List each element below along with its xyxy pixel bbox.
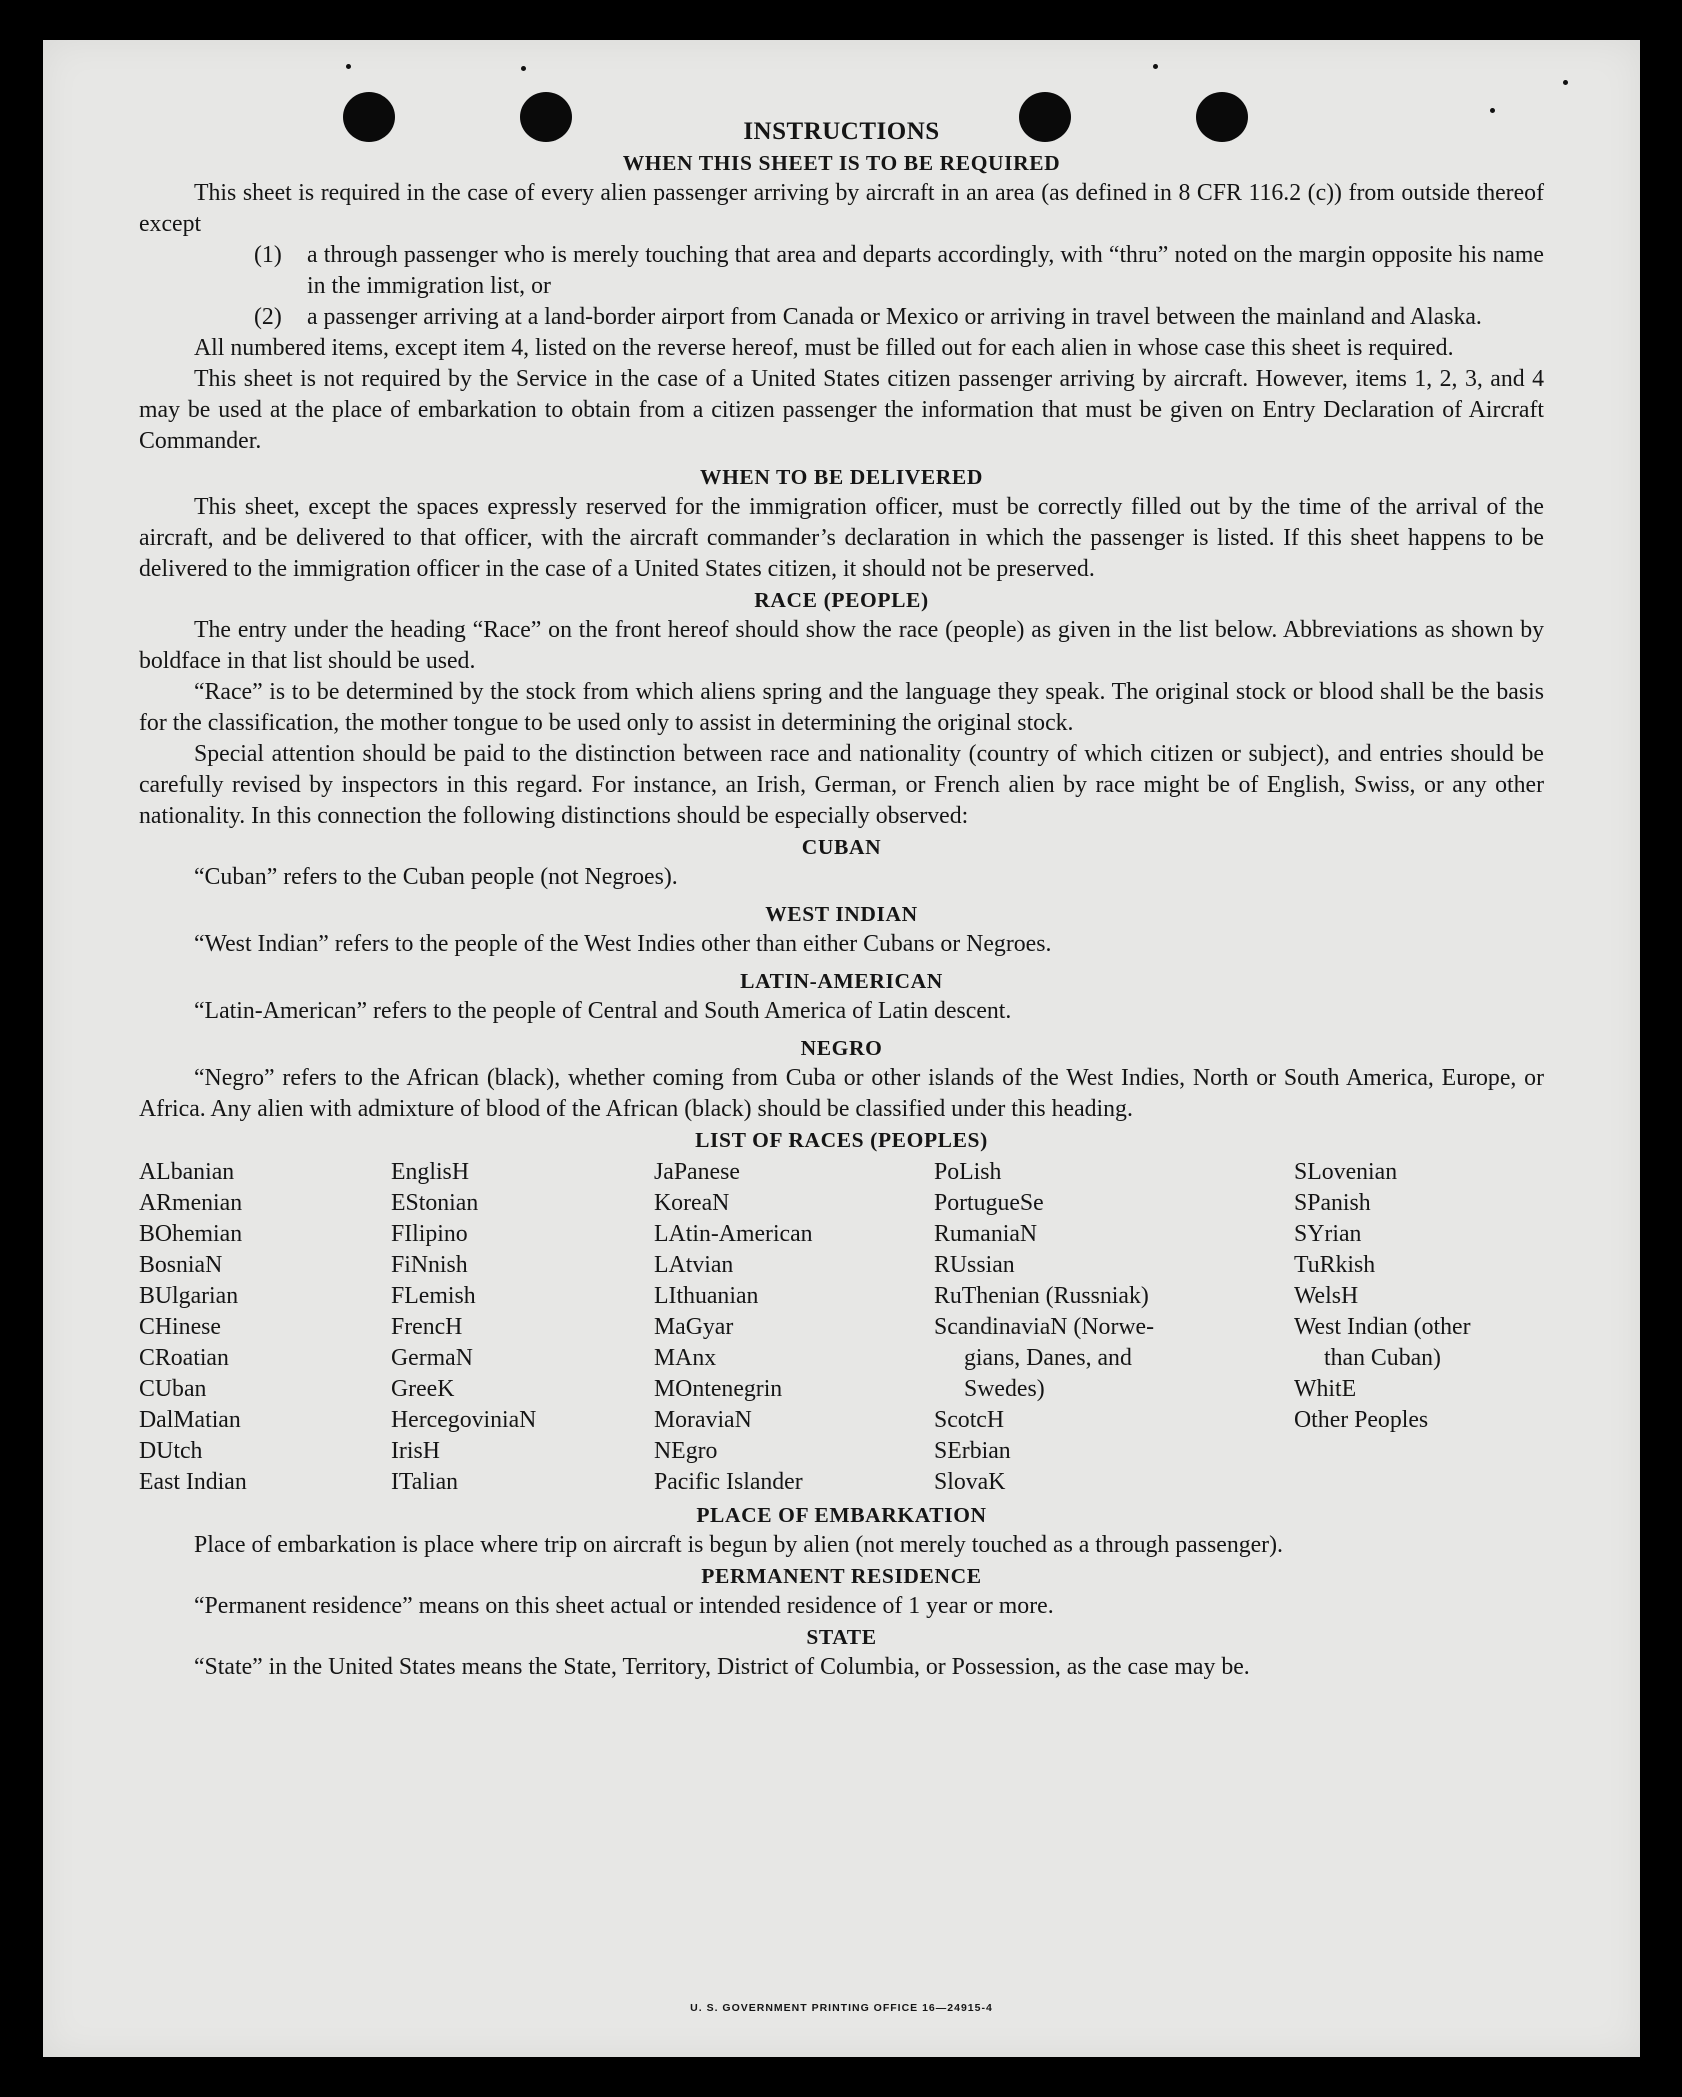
race-entry: MOntenegrin bbox=[654, 1376, 783, 1402]
speck bbox=[346, 64, 351, 69]
race-entry: ALbanian bbox=[139, 1159, 235, 1185]
paragraph: “Negro” refers to the African (black), whether coming from Cuba or other islands of the West Indies, North or South America, Europe, or Africa. Any alien with admixture of blood of the African (black) should be classified under this heading. bbox=[139, 1065, 1544, 1122]
race-entry: GermaN bbox=[391, 1345, 473, 1371]
paragraph: Special attention should be paid to the distinction between race and nationality (country of which citizen or subject), and entries should be carefully revised by inspectors in this regard. For instance, an Irish, German, or French alien by race might be of English, Swiss, or any other nationality. In this connection the following distinctions should be especially observed: bbox=[139, 741, 1544, 829]
race-entry: HercegoviniaN bbox=[391, 1407, 537, 1433]
printer-imprint: U. S. GOVERNMENT PRINTING OFFICE 16—24915-4 bbox=[690, 2002, 993, 2014]
race-entry: PoLish bbox=[934, 1159, 1002, 1185]
race-entry: SErbian bbox=[934, 1438, 1011, 1464]
race-entry: EnglisH bbox=[391, 1159, 470, 1185]
race-entry: SPanish bbox=[1294, 1190, 1371, 1216]
races-list bbox=[139, 1157, 1544, 1498]
race-entry: FLemish bbox=[391, 1283, 476, 1309]
paragraph: Place of embarkation is place where trip on aircraft is begun by alien (not merely touched as a through passenger). bbox=[194, 1532, 1283, 1558]
paragraph: “Race” is to be determined by the stock from which aliens spring and the language they speak. The original stock or blood shall be the basis for the classification, the mother tongue to be used only to assist in determining the original stock. bbox=[139, 679, 1544, 736]
race-entry: than Cuban) bbox=[1324, 1345, 1441, 1371]
races-column bbox=[139, 1157, 391, 1498]
race-entry: gians, Danes, and bbox=[964, 1345, 1132, 1371]
race-entry: SlovaK bbox=[934, 1469, 1006, 1495]
section-heading-latin-american: LATIN-AMERICAN bbox=[740, 969, 943, 993]
race-entry: BOhemian bbox=[139, 1221, 243, 1247]
list-item bbox=[254, 240, 1544, 302]
section-heading-races-list: LIST OF RACES (PEOPLES) bbox=[695, 1128, 988, 1152]
race-entry: PortugueSe bbox=[934, 1190, 1044, 1216]
race-entry: RUssian bbox=[934, 1252, 1015, 1278]
race-entry: ScandinaviaN (Norwe- bbox=[934, 1314, 1155, 1340]
paragraph: The entry under the heading “Race” on the front hereof should show the race (people) as given in the list below. Abbreviations as shown by boldface in that list should be used. bbox=[139, 617, 1544, 674]
race-entry: EStonian bbox=[391, 1190, 479, 1216]
item-number: (2) bbox=[254, 304, 282, 330]
paragraph: This sheet is required in the case of every alien passenger arriving by aircraft in an area (as defined in 8 CFR 116.2 (c)) from outside thereof except bbox=[139, 180, 1544, 237]
race-entry: IrisH bbox=[391, 1438, 440, 1464]
race-entry: FiNnish bbox=[391, 1252, 468, 1278]
race-entry: RumaniaN bbox=[934, 1221, 1038, 1247]
section-heading-cuban: CUBAN bbox=[801, 835, 882, 859]
race-entry: KoreaN bbox=[654, 1190, 730, 1216]
race-entry: DalMatian bbox=[139, 1407, 241, 1433]
section-heading-residence: PERMANENT RESIDENCE bbox=[701, 1564, 982, 1588]
race-entry: MAnx bbox=[654, 1345, 717, 1371]
list-item bbox=[254, 302, 1544, 333]
paragraph: “Cuban” refers to the Cuban people (not Negroes). bbox=[194, 864, 678, 890]
race-entry: ScotcH bbox=[934, 1407, 1005, 1433]
race-entry: LAtin-American bbox=[654, 1221, 813, 1247]
race-entry: MaGyar bbox=[654, 1314, 734, 1340]
race-entry: TuRkish bbox=[1294, 1252, 1376, 1278]
paragraph: “West Indian” refers to the people of the West Indies other than either Cubans or Negroes. bbox=[194, 931, 1052, 957]
race-entry: Other Peoples bbox=[1294, 1407, 1429, 1433]
item-text: a through passenger who is merely touching that area and departs accordingly, with “thru” noted on the margin opposite his name in the immigration list, or bbox=[307, 242, 1544, 299]
race-entry: CHinese bbox=[139, 1314, 221, 1340]
races-column bbox=[391, 1157, 654, 1498]
race-entry: FIlipino bbox=[391, 1221, 468, 1247]
section-heading-state: STATE bbox=[806, 1625, 877, 1649]
race-entry: RuThenian (Russniak) bbox=[934, 1283, 1149, 1309]
section-heading-negro: NEGRO bbox=[800, 1036, 883, 1060]
races-column bbox=[934, 1157, 1294, 1498]
race-entry: CRoatian bbox=[139, 1345, 229, 1371]
race-entry: LIthuanian bbox=[654, 1283, 759, 1309]
paragraph: This sheet, except the spaces expressly reserved for the immigration officer, must be correctly filled out by the time of the arrival of the aircraft, and be delivered to that officer, with the aircraft commander’s declaration in which the passenger is listed. If this sheet happens to be delivered to the immigration officer in the case of a United States citizen, it should not be preserved. bbox=[139, 494, 1544, 582]
race-entry: BUlgarian bbox=[139, 1283, 239, 1309]
speck bbox=[521, 66, 526, 71]
paragraph: All numbered items, except item 4, listed on the reverse hereof, must be filled out for each alien in whose case this sheet is required. bbox=[194, 335, 1454, 361]
race-entry: ITalian bbox=[391, 1469, 459, 1495]
race-entry: Pacific Islander bbox=[654, 1469, 803, 1495]
race-entry: Swedes) bbox=[964, 1376, 1045, 1402]
race-entry: East Indian bbox=[139, 1469, 247, 1495]
race-entry: SYrian bbox=[1294, 1221, 1362, 1247]
section-heading-embarkation: PLACE OF EMBARKATION bbox=[696, 1503, 987, 1527]
paragraph: This sheet is not required by the Service in the case of a United States citizen passenger arriving by aircraft. However, items 1, 2, 3, and 4 may be used at the place of embarkation to obtain from a citizen passenger the information that must be given on Entry Declaration of Aircraft Commander. bbox=[139, 366, 1544, 454]
speck bbox=[1563, 80, 1568, 85]
paragraph: “Permanent residence” means on this sheet actual or intended residence of 1 year or more. bbox=[194, 1593, 1054, 1619]
section-heading-required: WHEN THIS SHEET IS TO BE REQUIRED bbox=[622, 151, 1061, 175]
paragraph: “Latin-American” refers to the people of Central and South America of Latin descent. bbox=[194, 998, 1012, 1024]
paragraph: “State” in the United States means the State, Territory, District of Columbia, or Possession, as the case may be. bbox=[194, 1654, 1250, 1680]
race-entry: JaPanese bbox=[654, 1159, 740, 1185]
race-entry: SLovenian bbox=[1294, 1159, 1398, 1185]
race-entry: DUtch bbox=[139, 1438, 203, 1464]
race-entry: GreeK bbox=[391, 1376, 455, 1402]
race-entry: CUban bbox=[139, 1376, 207, 1402]
races-column bbox=[1294, 1157, 1544, 1498]
race-entry: WelsH bbox=[1294, 1283, 1359, 1309]
races-column bbox=[654, 1157, 934, 1498]
race-entry: West Indian (other bbox=[1294, 1314, 1471, 1340]
race-entry: LAtvian bbox=[654, 1252, 734, 1278]
race-entry: MoraviaN bbox=[654, 1407, 752, 1433]
section-heading-west-indian: WEST INDIAN bbox=[765, 902, 918, 926]
race-entry: ARmenian bbox=[139, 1190, 243, 1216]
instructions-body bbox=[139, 116, 1544, 1683]
speck bbox=[1490, 108, 1495, 113]
section-heading-delivered: WHEN TO BE DELIVERED bbox=[699, 465, 984, 489]
page-title: INSTRUCTIONS bbox=[743, 118, 940, 145]
race-entry: BosniaN bbox=[139, 1252, 223, 1278]
section-heading-race: RACE (PEOPLE) bbox=[754, 588, 929, 612]
race-entry: FrencH bbox=[391, 1314, 463, 1340]
item-text: a passenger arriving at a land-border airport from Canada or Mexico or arriving in travel between the mainland and Alaska. bbox=[307, 304, 1482, 330]
speck bbox=[1153, 64, 1158, 69]
race-entry: NEgro bbox=[654, 1438, 718, 1464]
race-entry: WhitE bbox=[1294, 1376, 1357, 1402]
item-number: (1) bbox=[254, 242, 282, 268]
document-page bbox=[43, 40, 1640, 2057]
